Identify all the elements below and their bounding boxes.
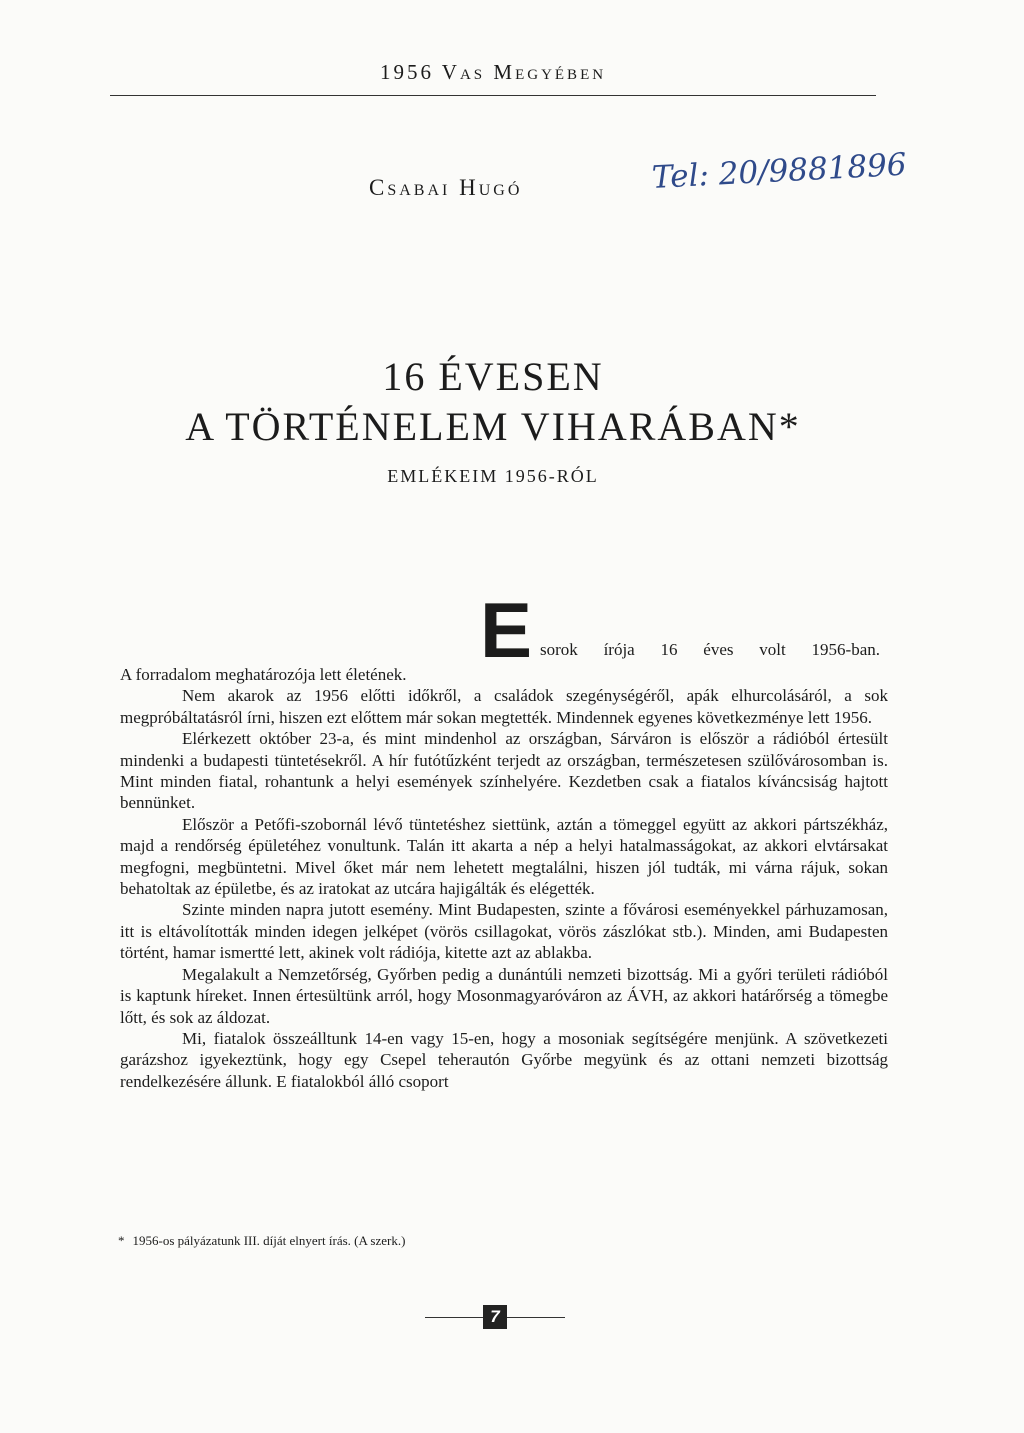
page-number-block (425, 1303, 565, 1331)
page-number-rule-right (507, 1317, 565, 1318)
paragraph: Megalakult a Nemzetőrség, Győrben pedig a dunántúli nemzeti bizottság. Mi a győri területi rádióból is kaptunk híreket. Innen értesültünk arról, hogy Mosonmagyaróváron az ÁVH, az akkori határőrség a tömegbe lőtt, és sok az áldozat. (120, 964, 888, 1027)
page-number-rule-left (425, 1317, 483, 1318)
footnote (118, 1233, 618, 1249)
first-line-text: sorok írója 16 éves volt 1956-ban. (540, 640, 880, 659)
subtitle: EMLÉKEIM 1956-RÓL (387, 466, 599, 486)
page-number: 7 (483, 1305, 507, 1329)
paragraph: Először a Petőfi-szobornál lévő tüntetéshez siettünk, aztán a tömeggel együtt az akkori pártszékház, majd a rendőrség épületéhez vonultunk. Talán itt akarta a nép a helyi hatalmasságokat, az akkori elvtársakat megfogni, megbüntetni. Mivel őket már nem lehetett megtalálni, hiszen jól tudták, mi várna rájuk, sokan behatoltak az épületbe, és az iratokat az utcára hajigálták és elégették. (120, 814, 888, 899)
paragraph: A forradalom meghatározója lett életének. (120, 665, 407, 684)
paragraph: Szinte minden napra jutott esemény. Mint Budapesten, szinte a fővárosi eseményekkel párhuzamosan, itt is eltávolították minden idegen jelképet (vörös csillagokat, vörös zászlókat stb.). Minden, ami Budapesten történt, hamar ismertté lett, akinek volt rádiója, kitette azt az ablakba. (120, 900, 888, 963)
title-line-2: A TÖRTÉNELEM VIHARÁBAN* (185, 404, 801, 449)
handwritten-phone-note: Tel: 20/9881896 (651, 146, 908, 196)
footnote-mark: * (118, 1233, 125, 1248)
header-rule (110, 95, 876, 96)
drop-cap: E (480, 586, 533, 674)
paragraph: Elérkezett október 23-a, és mint mindenhol az országban, Sárváron is először a rádióból értesült mindenki a budapesti tüntetésekről. A hír futótűzként terjedt az országban, természetesen szülővárosomban is. Mint minden fiatal, rohantunk a helyi események színhelyére. Kezdetben csak a fiatalos kíváncsiság hajtott bennünket. (120, 729, 888, 813)
article-body (120, 664, 888, 1092)
footnote-text: 1956-os pályázatunk III. díját elnyert írás. (A szerk.) (132, 1233, 406, 1248)
running-head: 1956 Vas Megyében (379, 60, 607, 84)
title-line-1: 16 ÉVESEN (382, 354, 604, 399)
paragraph: Mi, fiatalok összeálltunk 14-en vagy 15-en, hogy a mosoniak segítségére menjünk. A szövetkezeti garázshoz igyekeztünk, hogy egy Csepel teherautón Győrbe megyünk és az ottani nemzeti bizottság rendelkezésére állunk. E fiatalokból álló csoport (120, 1028, 888, 1091)
paragraph: Nem akarok az 1956 előtti időkről, a családok szegénységéről, apák elhurcolásáról, a sok megpróbáltatásról írni, hiszen ezt előttem már sokan megtették. Mindennek egyenes következménye lett 1956. (120, 686, 888, 727)
author-name: Csabai Hugó (369, 175, 523, 200)
